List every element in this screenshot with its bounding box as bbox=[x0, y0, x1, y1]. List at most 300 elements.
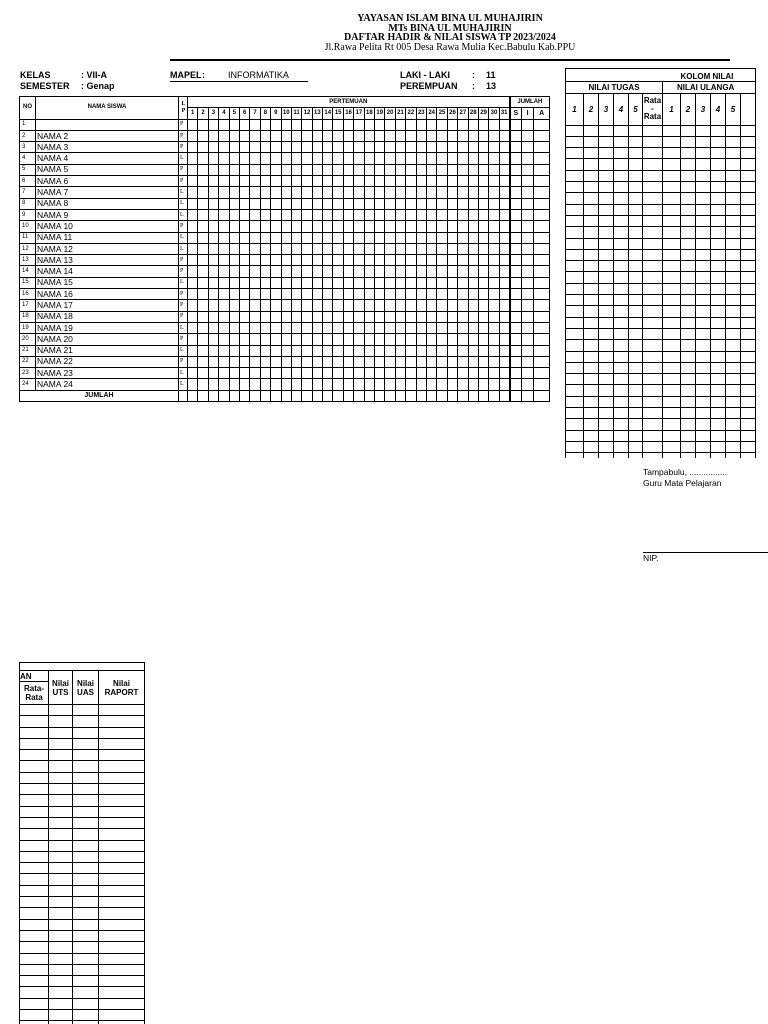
final-cell bbox=[20, 851, 49, 862]
attendance-cell bbox=[239, 164, 249, 175]
final-cell bbox=[73, 1010, 99, 1021]
attendance-cell bbox=[239, 221, 249, 232]
grade-cell bbox=[681, 249, 696, 260]
attendance-cell bbox=[406, 119, 416, 130]
student-gender: P bbox=[179, 176, 188, 187]
attendance-cell bbox=[250, 243, 260, 254]
meeting-number: 30 bbox=[489, 108, 499, 119]
attendance-cell bbox=[458, 164, 468, 175]
attendance-cell bbox=[333, 176, 343, 187]
attendance-cell bbox=[198, 255, 208, 266]
grade-cell bbox=[584, 441, 599, 452]
attendance-cell bbox=[478, 164, 488, 175]
grade-cell bbox=[741, 204, 756, 215]
grade-cell bbox=[599, 159, 614, 170]
attendance-cell bbox=[426, 198, 436, 209]
attendance-cell bbox=[239, 266, 249, 277]
grade-cell bbox=[629, 396, 643, 407]
grade-cell bbox=[681, 170, 696, 181]
student-gender: P bbox=[179, 142, 188, 153]
attendance-cell bbox=[375, 334, 385, 345]
attendance-cell bbox=[188, 187, 198, 198]
grade-cell bbox=[629, 136, 643, 147]
student-no: 1 bbox=[20, 119, 36, 130]
attendance-cell bbox=[260, 356, 270, 367]
attendance-cell bbox=[250, 198, 260, 209]
attendance-cell bbox=[364, 221, 374, 232]
grade-cell bbox=[696, 182, 711, 193]
attendance-cell bbox=[271, 187, 281, 198]
attendance-cell bbox=[198, 345, 208, 356]
grade-cell bbox=[726, 182, 741, 193]
attendance-cell bbox=[416, 322, 426, 333]
final-cell bbox=[73, 716, 99, 727]
grade-cell bbox=[599, 204, 614, 215]
grade-cell bbox=[711, 306, 726, 317]
grade-cell bbox=[726, 159, 741, 170]
attendance-cell bbox=[343, 221, 353, 232]
attendance-cell bbox=[426, 119, 436, 130]
attendance-cell bbox=[395, 266, 405, 277]
final-cell bbox=[73, 738, 99, 749]
attendance-cell bbox=[395, 368, 405, 379]
meeting-number: 9 bbox=[271, 108, 281, 119]
meeting-number: 13 bbox=[312, 108, 322, 119]
jumlah-cell bbox=[522, 130, 534, 141]
attendance-cell bbox=[271, 379, 281, 390]
col-no-header: NO bbox=[20, 97, 36, 120]
grade-cell bbox=[696, 170, 711, 181]
final-spacer-row bbox=[20, 663, 145, 671]
grade-cell bbox=[696, 136, 711, 147]
attendance-cell bbox=[343, 322, 353, 333]
attendance-cell bbox=[406, 243, 416, 254]
grade-cell bbox=[599, 170, 614, 181]
attendance-cell bbox=[271, 289, 281, 300]
attendance-cell bbox=[198, 289, 208, 300]
attendance-cell bbox=[437, 198, 447, 209]
grade-cell bbox=[629, 385, 643, 396]
attendance-cell bbox=[250, 187, 260, 198]
attendance-cell bbox=[281, 187, 291, 198]
final-cell bbox=[20, 738, 49, 749]
jumlah-cell bbox=[522, 322, 534, 333]
attendance-cell bbox=[499, 187, 509, 198]
grade-cell bbox=[711, 441, 726, 452]
final-row bbox=[20, 705, 145, 716]
final-row bbox=[20, 761, 145, 772]
attendance-cell bbox=[333, 209, 343, 220]
attendance-cell bbox=[271, 221, 281, 232]
attendance-cell bbox=[437, 289, 447, 300]
grade-cell bbox=[643, 362, 663, 373]
attendance-cell bbox=[364, 198, 374, 209]
attendance-cell bbox=[333, 153, 343, 164]
jumlah-cell bbox=[522, 345, 534, 356]
grade-cell bbox=[711, 227, 726, 238]
grade-cell bbox=[599, 351, 614, 362]
attendance-cell bbox=[312, 221, 322, 232]
attendance-cell bbox=[271, 356, 281, 367]
attendance-cell bbox=[281, 243, 291, 254]
attendance-cell bbox=[489, 153, 499, 164]
attendance-cell bbox=[426, 130, 436, 141]
grade-cell bbox=[663, 215, 681, 226]
grade-cell bbox=[614, 136, 629, 147]
attendance-cell bbox=[229, 130, 239, 141]
grade-cell bbox=[741, 125, 756, 136]
perempuan-sep: : bbox=[472, 81, 475, 91]
attendance-cell bbox=[250, 300, 260, 311]
grade-cell bbox=[726, 306, 741, 317]
final-cell bbox=[73, 817, 99, 828]
tugas-number: 5 bbox=[629, 93, 643, 125]
attendance-cell bbox=[239, 255, 249, 266]
student-gender: P bbox=[179, 221, 188, 232]
grade-cell bbox=[741, 261, 756, 272]
attendance-cell bbox=[385, 300, 395, 311]
final-cell bbox=[49, 976, 73, 987]
attendance-cell bbox=[219, 311, 229, 322]
grade-cell bbox=[741, 374, 756, 385]
grades-row bbox=[566, 125, 756, 136]
grade-cell bbox=[629, 340, 643, 351]
attendance-cell bbox=[323, 187, 333, 198]
attendance-cell bbox=[250, 119, 260, 130]
attendance-cell bbox=[333, 198, 343, 209]
attendance-cell bbox=[375, 311, 385, 322]
attendance-cell bbox=[291, 266, 301, 277]
attendance-cell bbox=[437, 209, 447, 220]
attendance-cell bbox=[343, 334, 353, 345]
grade-cell bbox=[726, 430, 741, 441]
attendance-cell bbox=[343, 232, 353, 243]
grade-cell bbox=[584, 295, 599, 306]
student-gender: L bbox=[179, 187, 188, 198]
grade-cell bbox=[711, 408, 726, 419]
ulangan-number: 4 bbox=[711, 93, 726, 125]
attendance-cell bbox=[416, 277, 426, 288]
final-cell bbox=[20, 976, 49, 987]
attendance-cell bbox=[447, 164, 457, 175]
attendance-cell bbox=[229, 119, 239, 130]
attendance-cell bbox=[375, 266, 385, 277]
attendance-cell bbox=[271, 164, 281, 175]
grade-cell bbox=[643, 374, 663, 385]
jumlah-cell bbox=[510, 221, 522, 232]
attendance-cell bbox=[208, 153, 218, 164]
final-cell bbox=[49, 942, 73, 953]
attendance-cell bbox=[416, 164, 426, 175]
grades-row bbox=[566, 283, 756, 294]
attendance-cell bbox=[385, 356, 395, 367]
attendance-cell bbox=[499, 289, 509, 300]
final-cell bbox=[99, 976, 145, 987]
attendance-cell bbox=[312, 198, 322, 209]
laki-value: 11 bbox=[486, 70, 496, 80]
final-cell bbox=[20, 750, 49, 761]
attendance-cell bbox=[208, 221, 218, 232]
attendance-cell bbox=[499, 255, 509, 266]
grade-cell bbox=[696, 340, 711, 351]
grade-cell bbox=[629, 306, 643, 317]
attendance-cell bbox=[458, 209, 468, 220]
student-row bbox=[20, 334, 550, 345]
final-row bbox=[20, 976, 145, 987]
attendance-cell bbox=[468, 311, 478, 322]
attendance-cell bbox=[458, 345, 468, 356]
signature-place-date: Tampabulu, ..... .......... bbox=[643, 467, 728, 477]
final-cell bbox=[73, 705, 99, 716]
attendance-cell bbox=[499, 142, 509, 153]
attendance-cell bbox=[395, 187, 405, 198]
final-cell bbox=[49, 953, 73, 964]
grade-cell bbox=[599, 328, 614, 339]
attendance-cell bbox=[291, 221, 301, 232]
attendance-cell bbox=[364, 368, 374, 379]
attendance-cell bbox=[188, 289, 198, 300]
grade-cell bbox=[741, 385, 756, 396]
attendance-cell bbox=[281, 356, 291, 367]
attendance-cell bbox=[364, 379, 374, 390]
attendance-cell bbox=[416, 153, 426, 164]
grade-cell bbox=[614, 430, 629, 441]
attendance-cell bbox=[323, 334, 333, 345]
grade-cell bbox=[741, 453, 756, 458]
attendance-cell bbox=[260, 221, 270, 232]
attendance-cell bbox=[426, 142, 436, 153]
attendance-cell bbox=[229, 356, 239, 367]
grade-cell bbox=[726, 453, 741, 458]
attendance-cell bbox=[499, 300, 509, 311]
meeting-number: 27 bbox=[458, 108, 468, 119]
attendance-cell bbox=[188, 266, 198, 277]
meeting-number: 23 bbox=[416, 108, 426, 119]
grade-cell bbox=[614, 419, 629, 430]
grade-cell bbox=[599, 396, 614, 407]
attendance-cell bbox=[302, 334, 312, 345]
attendance-cell bbox=[219, 187, 229, 198]
final-cell bbox=[49, 738, 73, 749]
attendance-cell bbox=[260, 176, 270, 187]
attendance-cell bbox=[406, 322, 416, 333]
grade-cell bbox=[741, 148, 756, 159]
jumlah-cell bbox=[510, 164, 522, 175]
attendance-cell bbox=[499, 356, 509, 367]
final-row bbox=[20, 829, 145, 840]
grade-cell bbox=[584, 419, 599, 430]
attendance-cell bbox=[406, 345, 416, 356]
jumlah-cell bbox=[534, 266, 550, 277]
final-row bbox=[20, 942, 145, 953]
attendance-cell bbox=[250, 266, 260, 277]
jumlah-cell bbox=[534, 255, 550, 266]
attendance-cell bbox=[499, 334, 509, 345]
student-no: 5 bbox=[20, 164, 36, 175]
attendance-cell bbox=[333, 142, 343, 153]
attendance-cell bbox=[426, 266, 436, 277]
attendance-cell bbox=[188, 255, 198, 266]
grade-cell bbox=[566, 159, 584, 170]
attendance-cell bbox=[281, 266, 291, 277]
grade-cell bbox=[711, 362, 726, 373]
attendance-cell bbox=[416, 255, 426, 266]
attendance-cell bbox=[312, 142, 322, 153]
grades-number-row bbox=[566, 93, 756, 125]
attendance-cell bbox=[478, 243, 488, 254]
grade-cell bbox=[614, 125, 629, 136]
attendance-cell bbox=[239, 334, 249, 345]
attendance-cell bbox=[219, 289, 229, 300]
final-cell bbox=[73, 829, 99, 840]
attendance-cell bbox=[219, 277, 229, 288]
grade-cell bbox=[629, 317, 643, 328]
attendance-cell bbox=[385, 153, 395, 164]
grade-cell bbox=[566, 430, 584, 441]
final-cell bbox=[73, 750, 99, 761]
attendance-cell bbox=[395, 119, 405, 130]
student-gender: L bbox=[179, 345, 188, 356]
student-no: 6 bbox=[20, 176, 36, 187]
attendance-cell bbox=[489, 356, 499, 367]
grades-row bbox=[566, 441, 756, 452]
grade-cell bbox=[629, 227, 643, 238]
attendance-cell bbox=[260, 153, 270, 164]
final-cell bbox=[49, 817, 73, 828]
attendance-cell bbox=[323, 255, 333, 266]
student-no: 11 bbox=[20, 232, 36, 243]
attendance-cell bbox=[458, 176, 468, 187]
attendance-cell bbox=[312, 345, 322, 356]
attendance-cell bbox=[312, 334, 322, 345]
attendance-cell bbox=[426, 334, 436, 345]
grade-cell bbox=[711, 182, 726, 193]
attendance-cell bbox=[406, 277, 416, 288]
attendance-cell bbox=[478, 232, 488, 243]
attendance-cell bbox=[312, 209, 322, 220]
grade-cell bbox=[599, 340, 614, 351]
attendance-cell bbox=[364, 142, 374, 153]
grade-cell bbox=[614, 351, 629, 362]
grade-cell bbox=[711, 396, 726, 407]
jumlah-col-i: I bbox=[522, 108, 534, 119]
attendance-cell bbox=[478, 130, 488, 141]
attendance-cell bbox=[395, 164, 405, 175]
attendance-cell bbox=[489, 334, 499, 345]
attendance-cell bbox=[188, 243, 198, 254]
attendance-cell bbox=[395, 153, 405, 164]
attendance-cell bbox=[312, 130, 322, 141]
attendance-cell bbox=[468, 379, 478, 390]
attendance-cell bbox=[323, 164, 333, 175]
student-no: 20 bbox=[20, 334, 36, 345]
final-cell bbox=[49, 761, 73, 772]
grade-cell bbox=[614, 385, 629, 396]
grade-cell bbox=[566, 396, 584, 407]
attendance-cell bbox=[395, 243, 405, 254]
attendance-cell bbox=[354, 232, 364, 243]
attendance-cell bbox=[447, 277, 457, 288]
grade-cell bbox=[696, 227, 711, 238]
jumlah-cell bbox=[522, 255, 534, 266]
attendance-cell bbox=[271, 368, 281, 379]
grade-cell bbox=[711, 374, 726, 385]
student-gender: L bbox=[179, 277, 188, 288]
grade-cell bbox=[696, 374, 711, 385]
attendance-cell bbox=[489, 368, 499, 379]
grade-cell bbox=[741, 419, 756, 430]
attendance-cell bbox=[312, 266, 322, 277]
attendance-cell bbox=[229, 311, 239, 322]
student-name: NAMA 12 bbox=[36, 243, 179, 254]
attendance-cell bbox=[364, 277, 374, 288]
final-cell bbox=[49, 784, 73, 795]
attendance-cell bbox=[499, 209, 509, 220]
jumlah-cell bbox=[534, 277, 550, 288]
final-cell bbox=[73, 806, 99, 817]
jumlah-cell bbox=[522, 311, 534, 322]
grade-cell bbox=[681, 328, 696, 339]
attendance-cell bbox=[291, 255, 301, 266]
attendance-cell bbox=[333, 266, 343, 277]
grade-cell bbox=[696, 385, 711, 396]
attendance-cell bbox=[499, 221, 509, 232]
ulangan-number: 2 bbox=[681, 93, 696, 125]
jumlah-cell bbox=[534, 198, 550, 209]
grade-cell bbox=[599, 249, 614, 260]
final-row bbox=[20, 987, 145, 998]
attendance-cell bbox=[426, 356, 436, 367]
attendance-cell bbox=[416, 311, 426, 322]
attendance-cell bbox=[302, 322, 312, 333]
attendance-cell bbox=[312, 277, 322, 288]
class-info bbox=[20, 70, 115, 92]
student-no: 17 bbox=[20, 300, 36, 311]
attendance-cell bbox=[385, 119, 395, 130]
attendance-cell bbox=[323, 379, 333, 390]
grade-cell bbox=[726, 385, 741, 396]
attendance-cell bbox=[499, 232, 509, 243]
attendance-cell bbox=[333, 187, 343, 198]
jumlah-cell bbox=[522, 277, 534, 288]
grade-cell bbox=[584, 193, 599, 204]
final-cell bbox=[49, 750, 73, 761]
total-cell bbox=[510, 390, 522, 401]
jumlah-cell bbox=[510, 176, 522, 187]
total-cell bbox=[208, 390, 218, 401]
grade-cell bbox=[681, 306, 696, 317]
jumlah-cell bbox=[510, 368, 522, 379]
student-name: NAMA 13 bbox=[36, 255, 179, 266]
grade-cell bbox=[663, 182, 681, 193]
grade-cell bbox=[566, 182, 584, 193]
grade-cell bbox=[584, 408, 599, 419]
grade-cell bbox=[663, 193, 681, 204]
tugas-number: 4 bbox=[614, 93, 629, 125]
attendance-cell bbox=[281, 130, 291, 141]
grade-cell bbox=[726, 317, 741, 328]
attendance-cell bbox=[354, 130, 364, 141]
final-grades-table bbox=[19, 662, 145, 1024]
total-cell bbox=[416, 390, 426, 401]
grade-cell bbox=[726, 215, 741, 226]
grade-cell bbox=[663, 328, 681, 339]
student-gender: P bbox=[179, 119, 188, 130]
attendance-cell bbox=[281, 119, 291, 130]
grade-cell bbox=[726, 136, 741, 147]
attendance-cell bbox=[354, 379, 364, 390]
attendance-cell bbox=[426, 300, 436, 311]
